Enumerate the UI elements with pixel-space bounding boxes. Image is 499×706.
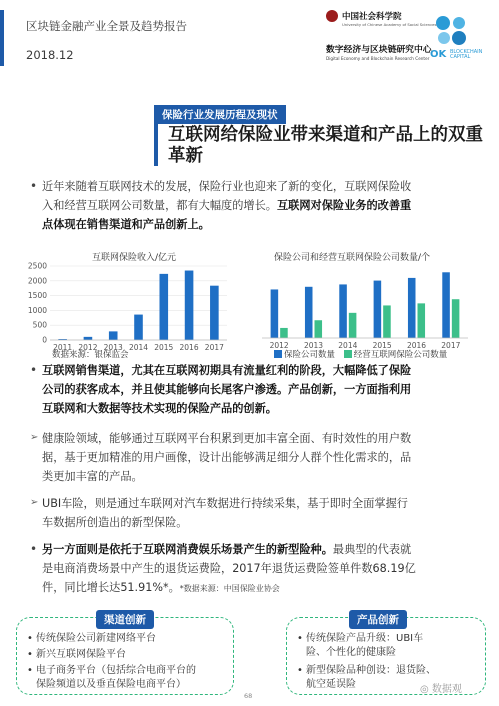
y-tick-label: 0 bbox=[42, 335, 47, 345]
paragraph-line: UBI车险，则是通过车联网对汽车数据进行持续采集，基于即时全面掌握行 bbox=[42, 497, 408, 510]
product-item-label: 新型保险品种创设：退货险、 bbox=[306, 665, 436, 676]
arrow-bullet: ➢ bbox=[30, 497, 39, 508]
paragraph-line: 车数据所创造出的新型保险。 bbox=[42, 516, 188, 529]
product-item-label: 险、个性化的健康险 bbox=[306, 647, 396, 658]
channel-item: • 传统保险公司新建网络平台 bbox=[27, 633, 156, 644]
intro-line: 近年来随着互联网技术的发展，保险行业也迎来了新的变化，互联网保险收 bbox=[42, 180, 412, 193]
bold-text: 互联网和大数据等技术实现的保险产品的创新。 bbox=[42, 402, 277, 415]
watermark: ◎ 数据观 bbox=[420, 684, 462, 695]
ok-brand-sub bbox=[450, 50, 482, 61]
bar bbox=[210, 286, 219, 340]
research-center-name: 数字经济与区块链研究中心 bbox=[326, 45, 432, 55]
footnote-source: *数据来源：中国保险业协会 bbox=[179, 584, 280, 593]
bold-text: 公司的获客成本，并且使其能够向长尾客户渗透。产品创新，一方面指利用 bbox=[42, 383, 412, 396]
intro-text: 入和经营互联网公司数量，都有大幅度的增长。 bbox=[42, 199, 277, 212]
bar bbox=[349, 313, 357, 338]
bar bbox=[315, 320, 323, 338]
text: 件，同比增长达51.91%*。 bbox=[42, 581, 180, 594]
ubi-paragraph bbox=[42, 494, 474, 532]
channel-item: • 新兴互联网保险平台 bbox=[27, 649, 126, 660]
bar bbox=[109, 331, 118, 340]
x-tick-label: 2015 bbox=[372, 341, 392, 350]
insurer-count-plot bbox=[246, 258, 476, 356]
bullet: • bbox=[30, 363, 38, 377]
paragraph-line: 健康险领域，能够通过互联网平台积累到更加丰富全面、有时效性的用户数 bbox=[42, 432, 412, 445]
bar bbox=[271, 289, 279, 338]
bar bbox=[339, 284, 347, 338]
bullet: • bbox=[30, 542, 38, 556]
bar bbox=[159, 274, 168, 340]
intro-paragraph bbox=[42, 177, 474, 234]
paragraph-line bbox=[42, 578, 474, 598]
section-title bbox=[168, 125, 483, 167]
ok-sub-line2: CAPITAL bbox=[450, 54, 471, 61]
product-innovation-tag: 产品创新 bbox=[349, 610, 407, 629]
bar bbox=[418, 303, 426, 338]
intro-line bbox=[42, 215, 474, 234]
header-accent-bar bbox=[0, 10, 4, 66]
intro-emphasis: 互联网对保险业务的改善重 bbox=[276, 199, 412, 212]
x-tick-label: 2017 bbox=[441, 341, 461, 350]
x-tick-label: 2011 bbox=[53, 343, 73, 352]
page-number: 68 bbox=[244, 692, 253, 700]
y-tick-label: 1500 bbox=[27, 291, 47, 301]
intro-line bbox=[42, 196, 474, 215]
paragraph-line: 据，基于更加精准的用户画像，设计出能够满足细分人群个性化需求的，品 bbox=[42, 451, 412, 464]
channel-item: • 电子商务平台（包括综合电商平台的 保险频道以及垂直保险电商平台） bbox=[27, 665, 196, 690]
scenario-paragraph bbox=[42, 540, 474, 598]
insurer-count-chart bbox=[246, 250, 476, 366]
paragraph-line bbox=[42, 380, 474, 399]
legend-label: 经营互联网保险公司数量 bbox=[353, 350, 448, 360]
x-tick-label: 2017 bbox=[204, 343, 224, 352]
ok-blockchain-logo bbox=[430, 14, 496, 70]
bar bbox=[305, 287, 313, 338]
cass-seal-icon bbox=[326, 10, 338, 22]
y-tick-label: 1000 bbox=[27, 305, 47, 315]
bar bbox=[452, 299, 460, 338]
channel-item-label: 保险频道以及垂直保险电商平台） bbox=[36, 679, 186, 690]
x-tick-label: 2014 bbox=[128, 343, 149, 352]
bar bbox=[280, 328, 288, 338]
ok-molecule-icon bbox=[434, 14, 468, 46]
bar bbox=[134, 315, 143, 340]
channel-item-label: 传统保险公司新建网络平台 bbox=[36, 633, 156, 644]
bold-text: 互联网销售渠道，尤其在互联网初期具有流量红利的阶段，大幅降低了保险 bbox=[42, 364, 412, 377]
section-title-block bbox=[154, 124, 483, 166]
y-tick-label: 2000 bbox=[27, 276, 47, 286]
product-item-label: 航空延误险 bbox=[306, 679, 356, 690]
intro-emphasis: 点体现在销售渠道和产品创新上。 bbox=[42, 218, 210, 231]
health-insurance-paragraph bbox=[42, 429, 474, 486]
channel-item-label: 电子商务平台（包括综合电商平台的 bbox=[36, 665, 196, 676]
x-tick-label: 2013 bbox=[303, 341, 324, 350]
arrow-bullet: ➢ bbox=[30, 432, 39, 443]
insurance-revenue-chart bbox=[22, 250, 232, 362]
cass-english-name: University of Chinese Academy of Social Sciences bbox=[342, 22, 437, 27]
x-tick-label: 2016 bbox=[179, 343, 199, 352]
cass-logo bbox=[326, 10, 437, 66]
bar bbox=[84, 337, 93, 340]
channel-paragraph bbox=[42, 361, 474, 418]
text: 最典型的代表就 bbox=[332, 543, 412, 556]
paragraph-line bbox=[42, 361, 474, 380]
cass-name: 中国社会科学院 bbox=[342, 12, 402, 22]
chart-legend bbox=[274, 348, 447, 360]
chart-title: 保险公司和经营互联网保险公司数量/个 bbox=[274, 253, 431, 263]
section-title-line1: 互联网给保险业带来渠道和产品上的双重 bbox=[168, 125, 483, 145]
x-tick-label: 2015 bbox=[154, 343, 174, 352]
legend-label: 保险公司数量 bbox=[284, 350, 336, 360]
bar bbox=[383, 305, 391, 338]
channel-innovation-tag: 渠道创新 bbox=[96, 610, 154, 629]
x-tick-label: 2014 bbox=[338, 341, 358, 350]
product-item: • 传统保险产品升级：UBI车 险、个性化的健康险 bbox=[297, 633, 424, 658]
product-item-label: 传统保险产品升级：UBI车 bbox=[306, 633, 424, 644]
revenue-chart-plot bbox=[22, 258, 232, 358]
x-tick-label: 2012 bbox=[78, 343, 98, 352]
product-item: • 新型保险品种创设：退货险、 航空延误险 bbox=[297, 665, 436, 690]
paragraph-line: 是电商消费场景中产生的退货运费险，2017年退货运费险签单件数68.19亿 bbox=[42, 562, 416, 575]
bold-text: 另一方面则是依托于互联网消费娱乐场景产生的新型险种。 bbox=[42, 543, 333, 556]
legend-swatch bbox=[274, 350, 282, 358]
intro-bullet: • bbox=[30, 179, 38, 193]
x-tick-label: 2013 bbox=[103, 343, 123, 352]
research-center-english-name: Digital Economy and Blockchain Research Center bbox=[326, 56, 430, 61]
section-title-line2: 革新 bbox=[168, 146, 203, 166]
x-tick-label: 2012 bbox=[269, 341, 289, 350]
ok-sub-line1: BLOCKCHAIN bbox=[450, 49, 483, 55]
legend-swatch bbox=[344, 350, 352, 358]
bar bbox=[374, 281, 382, 338]
paragraph-line bbox=[42, 540, 474, 559]
watermark-text: 数据观 bbox=[431, 684, 462, 695]
bar bbox=[408, 278, 416, 338]
bar bbox=[442, 272, 450, 338]
paragraph-line bbox=[42, 399, 474, 418]
report-title: 区块链金融产业全景及趋势报告 bbox=[26, 19, 187, 33]
section-tag: 保险行业发展历程及现状 bbox=[154, 105, 286, 124]
y-tick-label: 2500 bbox=[27, 261, 47, 271]
channel-item-label: 新兴互联网保险平台 bbox=[36, 649, 126, 660]
paragraph-line: 类更加丰富的产品。 bbox=[42, 470, 143, 483]
y-tick-label: 500 bbox=[32, 320, 47, 330]
x-tick-label: 2016 bbox=[406, 341, 427, 350]
chart-title: 互联网保险收入/亿元 bbox=[92, 253, 177, 263]
bar bbox=[185, 271, 194, 340]
chart-source: 数据来源：银保监会 bbox=[52, 350, 129, 360]
ok-brand-text: OK bbox=[430, 49, 447, 60]
report-date: 2018.12 bbox=[26, 48, 74, 62]
